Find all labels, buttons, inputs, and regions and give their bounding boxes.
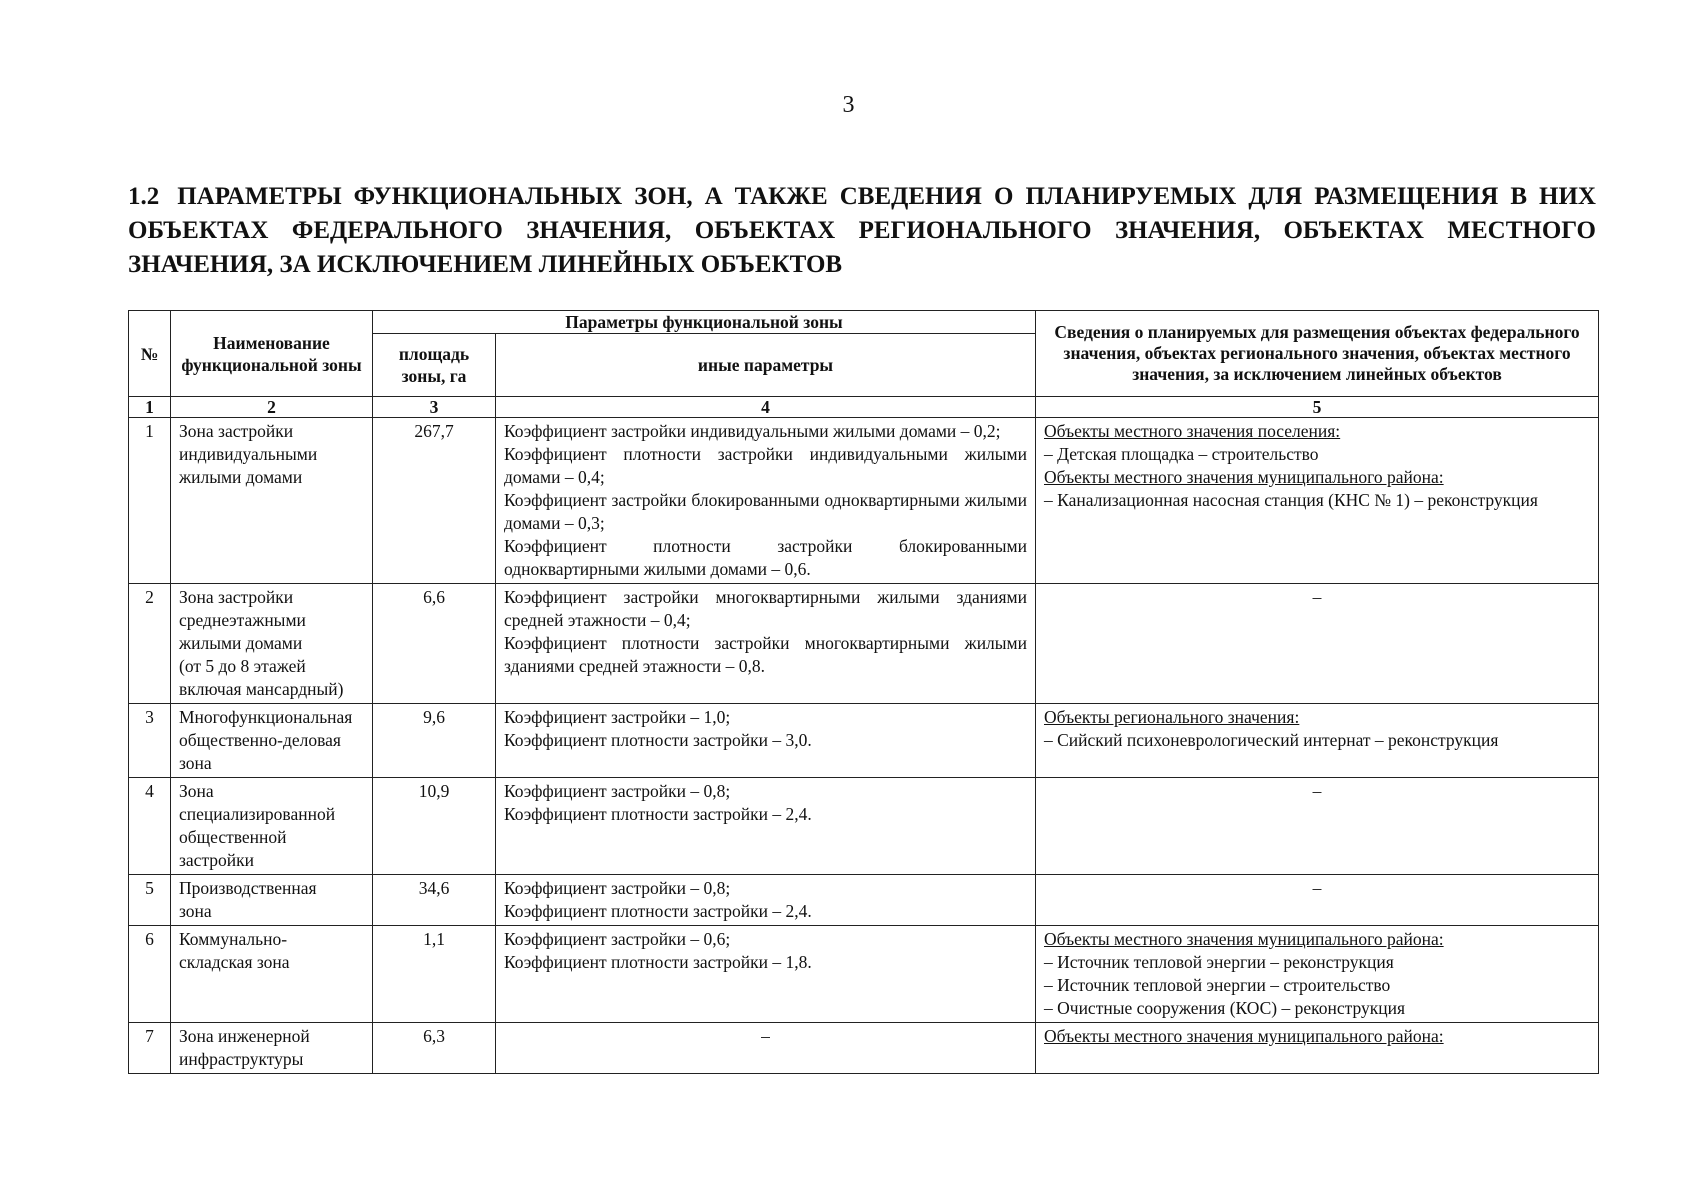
planned-objects: [1036, 1023, 1599, 1074]
header-other-params: иные параметры: [496, 334, 1036, 397]
column-numbers-row: [129, 397, 1599, 418]
zone-area: 6,3: [373, 1023, 496, 1074]
zone-name: Многофункциональная общественно-деловая зона: [171, 704, 373, 778]
header-num: №: [129, 311, 171, 397]
table-row: [129, 418, 1599, 584]
table-row: [129, 1023, 1599, 1074]
table-body: [129, 418, 1599, 1074]
param-line: Коэффициент плотности застройки – 3,0.: [504, 730, 812, 750]
param-line: Коэффициент плотности застройки – 2,4.: [504, 901, 812, 921]
objects-category: Объекты местного значения муниципального района:: [1044, 929, 1444, 949]
param-line: Коэффициент застройки индивидуальными жилыми домами – 0,2;: [504, 421, 1001, 441]
planned-objects: [1036, 704, 1599, 778]
param-line: Коэффициент застройки – 0,6;: [504, 929, 731, 949]
zone-area: 34,6: [373, 875, 496, 926]
planned-objects: [1036, 418, 1599, 584]
section-heading: [128, 180, 1596, 282]
row-number: 7: [129, 1023, 171, 1074]
param-line: Коэффициент плотности застройки индивидуальными жилыми домами – 0,4;: [504, 444, 1027, 487]
zone-area: 10,9: [373, 778, 496, 875]
zone-name: Зона застройки индивидуальными жилыми домами: [171, 418, 373, 584]
zone-name: Зона специализированной общественной застройки: [171, 778, 373, 875]
param-line: Коэффициент застройки блокированными одноквартирными жилыми домами – 0,3;: [504, 490, 1027, 533]
param-line: Коэффициент плотности застройки блокированными одноквартирными жилыми домами – 0,6.: [504, 536, 1027, 579]
planned-objects: [1036, 926, 1599, 1023]
table-row: [129, 875, 1599, 926]
header-params-group: Параметры функциональной зоны: [373, 311, 1036, 334]
row-number: 5: [129, 875, 171, 926]
zone-other-params: [496, 418, 1036, 584]
page-number: 3: [842, 92, 855, 118]
zone-area: 1,1: [373, 926, 496, 1023]
planned-objects: –: [1036, 875, 1599, 926]
zone-other-params: [496, 875, 1036, 926]
param-line: Коэффициент плотности застройки – 2,4.: [504, 804, 812, 824]
object-item: – Канализационная насосная станция (КНС № 1) – реконструкция: [1044, 490, 1538, 510]
row-number: 1: [129, 418, 171, 584]
table-header-row: [129, 311, 1599, 334]
objects-category: Объекты регионального значения:: [1044, 707, 1300, 727]
zone-name: Зона застройки среднеэтажными жилыми домами (от 5 до 8 этажей включая мансардный): [171, 584, 373, 704]
param-line: Коэффициент застройки – 0,8;: [504, 781, 731, 801]
header-planned-objects: Сведения о планируемых для размещения объектах федерального значения, объектах регионального значения, объектах местного значения, за исключением линейных объектов: [1036, 311, 1599, 397]
row-number: 3: [129, 704, 171, 778]
row-number: 2: [129, 584, 171, 704]
row-number: 6: [129, 926, 171, 1023]
object-item: – Очистные сооружения (КОС) – реконструкция: [1044, 998, 1406, 1018]
header-zone-name: Наименование функциональной зоны: [171, 311, 373, 397]
zone-area: 267,7: [373, 418, 496, 584]
param-line: Коэффициент застройки многоквартирными жилыми зданиями средней этажности – 0,4;: [504, 587, 1027, 630]
header-area: площадь зоны, га: [373, 334, 496, 397]
row-number: 4: [129, 778, 171, 875]
object-item: – Источник тепловой энергии – строительство: [1044, 975, 1391, 995]
zone-name: Коммунально- складская зона: [171, 926, 373, 1023]
objects-category: Объекты местного значения поселения:: [1044, 421, 1341, 441]
column-number-4: 4: [496, 397, 1036, 418]
zone-area: 6,6: [373, 584, 496, 704]
object-item: – Сийский психоневрологический интернат – реконструкция: [1044, 730, 1499, 750]
zone-name: Зона инженерной инфраструктуры: [171, 1023, 373, 1074]
section-title: ПАРАМЕТРЫ ФУНКЦИОНАЛЬНЫХ ЗОН, А ТАКЖЕ СВЕДЕНИЯ О ПЛАНИРУЕМЫХ ДЛЯ РАЗМЕЩЕНИЯ В НИХ ОБЪЕКТАХ ФЕДЕРАЛЬНОГО ЗНАЧЕНИЯ, ОБЪЕКТАХ РЕГИОНАЛЬНОГО ЗНАЧЕНИЯ, ОБЪЕКТАХ МЕСТНОГО ЗНАЧЕНИЯ, ЗА ИСКЛЮЧЕНИЕМ ЛИНЕЙНЫХ ОБЪЕКТОВ: [128, 183, 1596, 278]
table-row: [129, 778, 1599, 875]
param-line: Коэффициент застройки – 0,8;: [504, 878, 731, 898]
table-row: [129, 584, 1599, 704]
zone-other-params: –: [496, 1023, 1036, 1074]
objects-category: Объекты местного значения муниципального района:: [1044, 467, 1444, 487]
zone-other-params: [496, 926, 1036, 1023]
table-row: [129, 926, 1599, 1023]
functional-zones-table: [128, 310, 1599, 1074]
column-number-3: 3: [373, 397, 496, 418]
param-line: Коэффициент застройки – 1,0;: [504, 707, 731, 727]
planned-objects: –: [1036, 584, 1599, 704]
object-item: – Детская площадка – строительство: [1044, 444, 1319, 464]
zone-name: Производственная зона: [171, 875, 373, 926]
param-line: Коэффициент плотности застройки многоквартирными жилыми зданиями средней этажности – 0,8.: [504, 633, 1027, 676]
param-line: Коэффициент плотности застройки – 1,8.: [504, 952, 812, 972]
planned-objects: –: [1036, 778, 1599, 875]
zone-other-params: [496, 778, 1036, 875]
object-item: – Источник тепловой энергии – реконструкция: [1044, 952, 1394, 972]
table-row: [129, 704, 1599, 778]
column-number-5: 5: [1036, 397, 1599, 418]
column-number-2: 2: [171, 397, 373, 418]
zone-other-params: [496, 584, 1036, 704]
zone-area: 9,6: [373, 704, 496, 778]
objects-category: Объекты местного значения муниципального района:: [1044, 1026, 1444, 1046]
section-number: 1.2: [128, 183, 160, 210]
column-number-1: 1: [129, 397, 171, 418]
zone-other-params: [496, 704, 1036, 778]
